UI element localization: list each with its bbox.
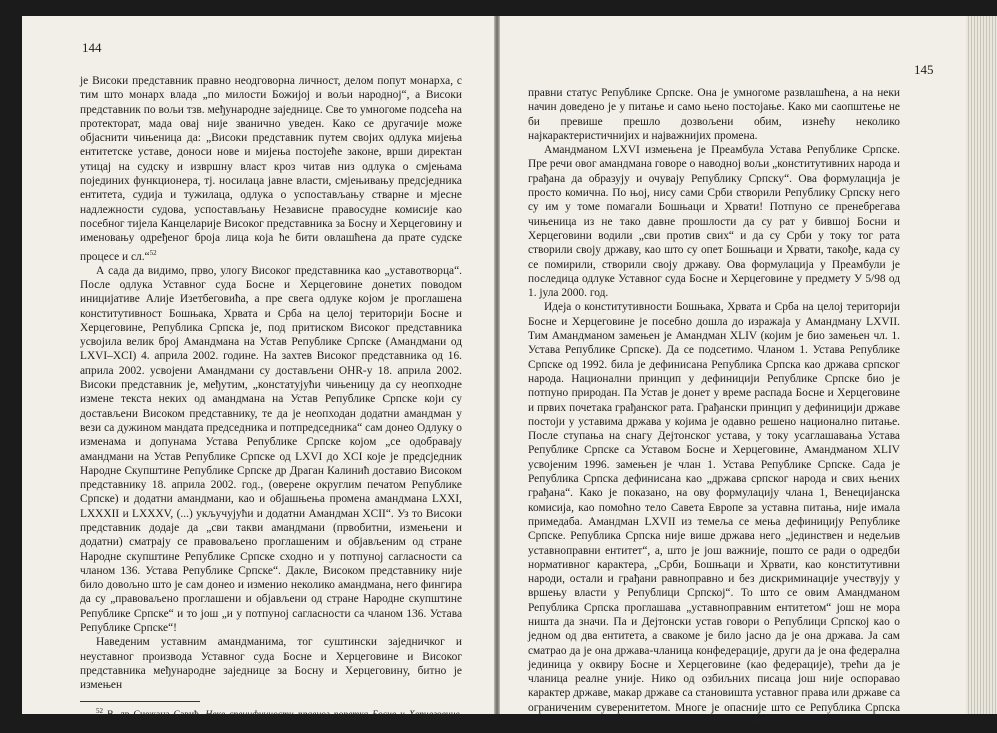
page-edges: [966, 16, 997, 714]
body-text: [528, 86, 900, 729]
paragraph: Идеја о конститутивности Бошњака, Хрвата и Срба на целој територији Босне и Херцеговине је посебно дошла до изражаја у Амандману LXVII. Тим Амандманом замењен је Амандман XLIV (којим је био замењен чл. 1. Устава Републике Српске). Да се подсетимо. Чланом 1. Устава Републике Српске од 1992. била је дефинисана Република Српска као држава српског народа. Национални принцип у дефиницији Републике Српске био је потпуно природан. Па Устав је донет у време распада Босне и Херцеговине и првих почетака грађанског рата. Грађански принцип у дефиницији државе постоји у уставима држава у којима је одавно решено национално питање. После ступања на снагу Дејтонског устава, у току усаглашавања Устава Републике Српске са Уставом Босне и Херцеговине, Амандманом XLIV усвојеним 1996. замењен је члан 1. Устава Републике Српске. Сада је Република Српска дефинисана као „држава српског народа и свих њених грађана“. Како је показано, на ову формулацију члана 1, Венецијанска комисија, као помоћно тело Савета Европе за уставна питања, није имала примедаба. Амандман LXVII из темеља се мења дефиницију Републике Српске. Република Српска није више држава него „јединствен и недељив уставноправни ентитет“, а, што је још важније, пошто се ради о одредби нормативног карактера, „Срби, Бошњаци и Хрвати, као конститутивни народи, остали и грађани равноправно и без дискриминације учествују у вршењу власти у Републици Српској“. То што се овим Амандманом Република Српска проглашава „уставноправним ентитетом“ још не мора ништа да значи. Па и Дејтонски устав говори о Републици Српској као о једном од два ентитета, а свакоме је било јасно да је она држава. Ја сам сматрао да је она држава-чланица конфедерације, други да је она федерална јединица у оквиру Босне и Херцеговине (као федерације), трећи да је чланица реалне уније. Нико од озбиљних писаца још није оспоравао карактер државе, макар државе са становишта уставног права или државе са ограниченим суверенитетом. Многе је опасније што се Република Српска одређује као уставноправни ентитет Срба, Бошњака и Хр-: [528, 301, 900, 729]
footnote-marker: 52: [149, 248, 157, 257]
paragraph: правни статус Републике Српске. Она је умногоме развлашћена, а на неки начин доведено је у питање и само њено постојање. Како ми саопштење не би превише прешло дозвољени обим, изнећу неколико најкарактеристичнијих и најважнијих промена.: [528, 87, 900, 142]
paragraph: Амандманом LXVI измењена је Преамбула Устава Републике Српске. Пре речи овог амандмана говоре о наводној вољи „конститутивних народа и грађана да образују и очувају Републику Српску“. Ова формулација је просто комична. По њој, нису сами Срби створили Републику Српску него су им у томе помагали Бошњаци и Хрвати! Потпуно се пренебрегава чињеница из не тако давне прошлости да су рат у бившој Босни и Херцеговини водили „сви против свих“ и да су Срби у току тог рата створили своју државу, као што су опет Бошњаци и Хрвати, такође, када су се помирили, створили своју државу. Ова формулација у Преамбули је последица одлуке Уставног суда Босне и Херцеговине у предмету У 5/98 од 1. јула 2000. год.: [528, 144, 900, 300]
footnote-rule: [80, 701, 200, 702]
right-page: [500, 16, 966, 729]
paragraph: А сада да видимо, прво, улогу Високог представника као „уставотворца“. После одлука Уставног суда Босне и Херцеговине донетих поводом иницијативе Алије Изетбеговића, а пре свега одлуке којом је проглашена конститутивност Бошњака, Хрвата и Срба на целој територији Босне и Херцеговине, Република Српска је, под притиском Високог представника усвојила велик број Амандмана на Устав Републике Српске (Амандмани од LXVI–XCI) 4. априла 2002. године. На захтев Високог представника од 16. априла 2002. усвојени Амандмани су достављени OHR-у 18. априла 2002. Високи представник је, међутим, „констатујући чињеницу да су неопходне измене текста неких од амандмана на Устав Републике Српске који су достављени Високом представнику, те да је неопходан додатни амандман у вези са дужином мандата председника и потпредседника“ сам донео Одлуку о изменама и допунама Устава Републике Српске којом „се одобравају амандмани на Устав Републике Српске од LXVI до XCI које је предсједник Народне Скупштине Републике Српске др Драган Калинић доставио Високом представнику 18. априла 2002. год., (оверене округлим печатом Републике Српске) и додатни амандмани, као и објашњења промена амандмана LXXI, LXXXII и LXXXV, (...) укључујући и додатни Амандман XCII“. Уз то Високи представник додаје да „сви такви амандмани (првобитни, измењени и додатни) сматрају се правоваљено проглашеним и објављеним од стране Народне скупштине Републике Српске сходно и у потпуној сагласности са чланом 136. Устава Републике Српске“. Дакле, Високом представнику није било довољно што је сам донео и изменио неколико амандмана, него фингира да су „правоваљено проглашени и објављени од стране Народне скупштине Републике Српске“ и то још „и у потпуној сагласности са чланом 136. Устава Републике Српске“!: [80, 264, 462, 635]
page-number: 144: [82, 40, 102, 55]
paragraph: је Високи представник правно неодговорна личност, делом попут монарха, с тим што монарх влада „по милости Божијој и вољи народној“, а Високи представник по вољи тзв. међународне заједнице. Све то умногоме подсећа на протекторат, мада овај није званично уведен. Како се другачије може објаснити чињеница да: „Високи представник путем својих одлука мијења ентитетске уставе, доноси нове и мијења постојеће законе, врши директан утицај на судску и извршну власт кроз читав низ одлука о смјењама појединих функционера, тј. носилаца јавне власти, смјењивању предсједника ентитета, судија и тужилаца, одлука о успостављању стварне и мјесне надлежности судова, успостављању Независне правосудне комисије као посебног тијела Канцеларије Високог представника за Босну и Херцеговину и именовању одређеног броја лица која ће бити овлашћена да прате судске процесе и сл.“$^{52}$: [80, 75, 462, 263]
page-number: 145: [914, 62, 934, 77]
body-text: [80, 74, 462, 733]
left-page: [22, 16, 494, 732]
paragraph: Наведеним уставним амандманима, тог суштински заједничког и неуставног производа Уставног суда Босне и Херцеговине и Високог представника међународне заједнице за Босну и Херцеговину, битно је измењен: [80, 636, 462, 692]
footnote: $^{52}$ В. др Снежана Савић, Неке специфичности правног поретка Босне и Херцеговине. Улога Високог представника за Босну и Херцеговину, стр. 57.: [80, 706, 462, 732]
